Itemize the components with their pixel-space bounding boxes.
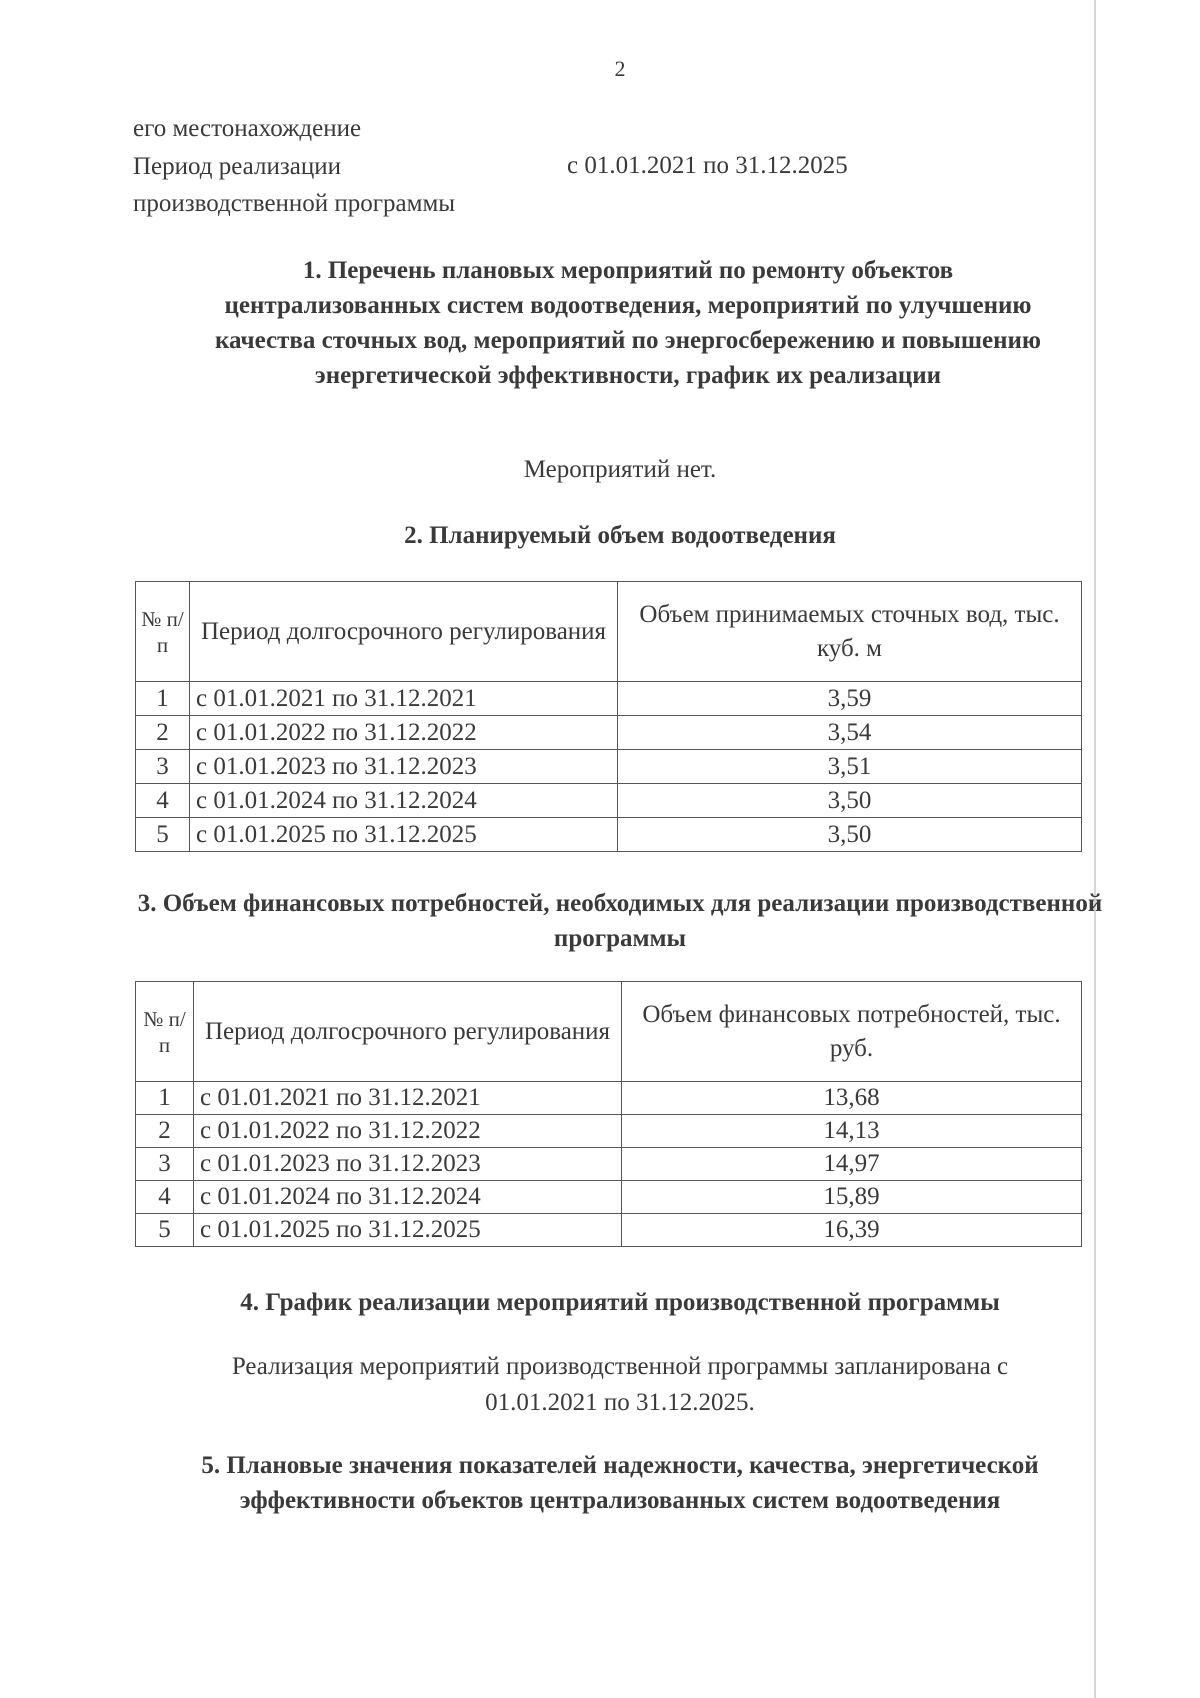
- header-line-program-label: производственной программы: [133, 190, 456, 217]
- table-header-row: [136, 982, 1082, 1082]
- row-period: с 01.01.2023 по 31.12.2023: [194, 1148, 622, 1181]
- row-number: 3: [136, 750, 190, 784]
- page-number: 2: [614, 56, 626, 81]
- row-number: 4: [136, 784, 190, 818]
- row-number: 1: [136, 682, 190, 716]
- table-header-row: [136, 582, 1082, 682]
- row-number: 5: [136, 1214, 194, 1247]
- table-row: [136, 716, 1082, 750]
- table-row: [136, 750, 1082, 784]
- row-value: 3,51: [618, 750, 1082, 784]
- row-period: с 01.01.2023 по 31.12.2023: [190, 750, 618, 784]
- column-header-number: № п/п: [136, 582, 190, 682]
- section4-heading: 4. График реализации мероприятий производственной программы: [240, 1289, 1000, 1316]
- section2-heading: 2. Планируемый объем водоотведения: [404, 522, 836, 549]
- row-period: с 01.01.2024 по 31.12.2024: [194, 1181, 622, 1214]
- table-row: [136, 784, 1082, 818]
- row-period: с 01.01.2021 по 31.12.2021: [194, 1082, 622, 1115]
- header-line-location: его местонахождение: [133, 115, 362, 142]
- row-value: 3,54: [618, 716, 1082, 750]
- row-number: 1: [136, 1082, 194, 1115]
- row-number: 3: [136, 1148, 194, 1181]
- row-period: с 01.01.2022 по 31.12.2022: [194, 1115, 622, 1148]
- table-row: [136, 1148, 1082, 1181]
- row-value: 13,68: [622, 1082, 1082, 1115]
- header-period-value: с 01.01.2021 по 31.12.2025: [567, 152, 848, 179]
- financial-needs-table: [135, 981, 1082, 1247]
- row-value: 16,39: [622, 1214, 1082, 1247]
- section3-heading: 3. Объем финансовых потребностей, необходимых для реализации производственной программы: [137, 890, 1103, 952]
- row-value: 15,89: [622, 1181, 1082, 1214]
- table-row: [136, 1082, 1082, 1115]
- row-number: 5: [136, 818, 190, 852]
- section1-body: Мероприятий нет.: [523, 456, 717, 483]
- column-header-number: № п/ п: [136, 982, 194, 1082]
- page-edge-line: [1094, 0, 1096, 1698]
- table-row: [136, 1115, 1082, 1148]
- header-line-period-label: Период реализации: [133, 153, 341, 180]
- row-period: с 01.01.2024 по 31.12.2024: [190, 784, 618, 818]
- row-period: с 01.01.2025 по 31.12.2025: [194, 1214, 622, 1247]
- column-header-period: Период долгосрочного регулирования: [194, 982, 622, 1082]
- row-value: 3,50: [618, 784, 1082, 818]
- section1-heading: 1. Перечень плановых мероприятий по ремонту объектов централизованных систем водоотведения, мероприятий по улучшению качества сточных вод, мероприятий по энергосбережению и повышению энергетической эффективности, график их реализации: [214, 257, 1042, 389]
- column-header-period: Период долгосрочного регулирования: [190, 582, 618, 682]
- table-row: [136, 818, 1082, 852]
- row-number: 2: [136, 716, 190, 750]
- row-value: 3,59: [618, 682, 1082, 716]
- row-value: 3,50: [618, 818, 1082, 852]
- row-number: 4: [136, 1181, 194, 1214]
- row-number: 2: [136, 1115, 194, 1148]
- table-row: [136, 1181, 1082, 1214]
- row-period: с 01.01.2025 по 31.12.2025: [190, 818, 618, 852]
- row-period: с 01.01.2022 по 31.12.2022: [190, 716, 618, 750]
- section4-body: Реализация мероприятий производственной программы запланирована с 01.01.2021 по 31.12.2025.: [231, 1353, 1009, 1416]
- table-row: [136, 682, 1082, 716]
- row-value: 14,13: [622, 1115, 1082, 1148]
- table-row: [136, 1214, 1082, 1247]
- water-volume-table: [135, 581, 1082, 852]
- column-header-financial-needs: Объем финансовых потребностей, тыс. руб.: [622, 982, 1082, 1082]
- section5-heading: 5. Плановые значения показателей надежности, качества, энергетической эффективности объектов централизованных систем водоотведения: [201, 1452, 1039, 1514]
- row-value: 14,97: [622, 1148, 1082, 1181]
- column-header-volume: Объем принимаемых сточных вод, тыс. куб. м: [618, 582, 1082, 682]
- row-period: с 01.01.2021 по 31.12.2021: [190, 682, 618, 716]
